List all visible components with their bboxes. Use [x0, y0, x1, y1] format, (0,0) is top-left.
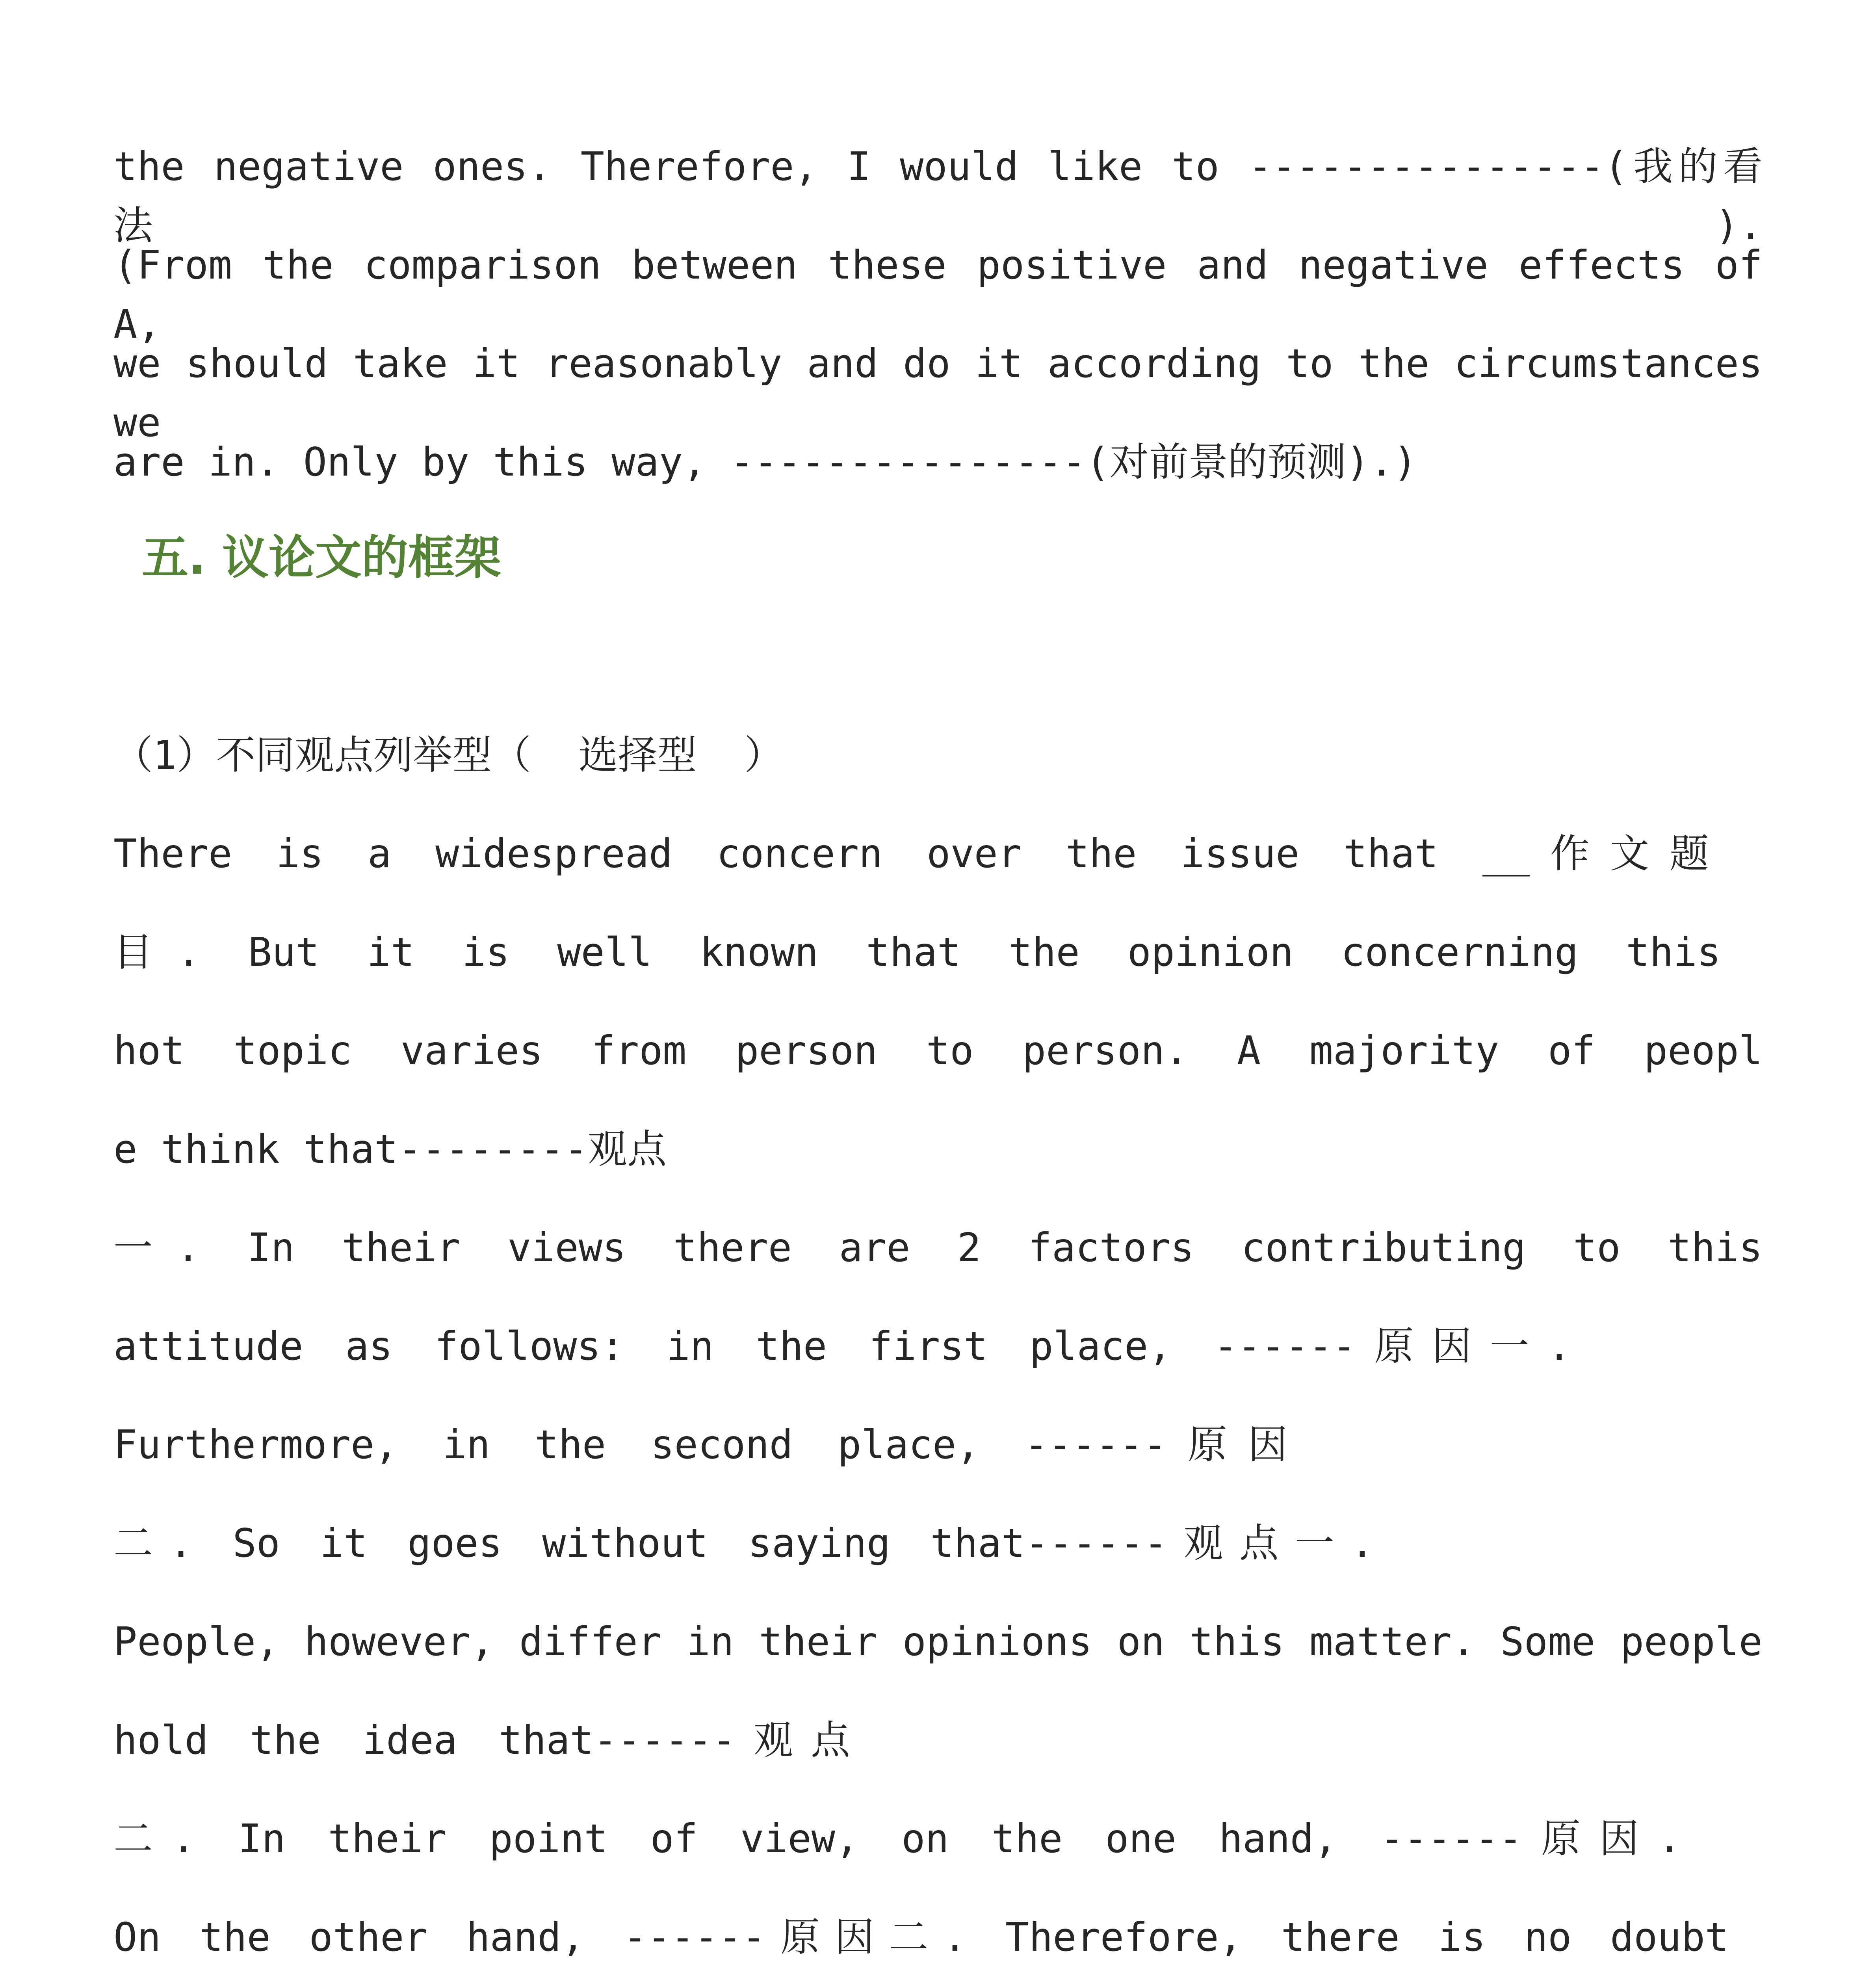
- text-line: hold the idea that------观点: [113, 1717, 850, 1763]
- subsection-title: （1）不同观点列举型（ 选择型 ）: [113, 732, 784, 778]
- text-line: Furthermore, in the second place, ------原因: [113, 1422, 1287, 1468]
- text-line: People, however, differ in their opinions on this matter. Some people: [113, 1619, 1763, 1665]
- text-line: hot topic varies from person to person. A majority of peopl: [113, 1028, 1763, 1074]
- text-line: 目. But it is well known that the opinion concerning this: [113, 929, 1721, 975]
- text-line: attitude as follows: in the first place, ------原因一.: [113, 1323, 1571, 1369]
- text-line: 二. So it goes without saying that------观点一.: [113, 1520, 1374, 1566]
- text-line: 二. In their point of view, on the one hand, ------原因.: [113, 1816, 1681, 1862]
- text-line: (From the comparison between these positive and negative effects of A,: [113, 242, 1763, 347]
- text-line: 一. In their views there are 2 factors contributing to this: [113, 1225, 1763, 1271]
- text-line: the negative ones. Therefore, I would like to ---------------(我的看法).: [113, 143, 1763, 249]
- text-line: There is a widespread concern over the issue that __作文题: [113, 831, 1709, 877]
- section-heading: 五. 议论文的框架: [142, 530, 501, 585]
- text-line: e think that--------观点: [113, 1126, 667, 1172]
- text-line: we should take it reasonably and do it according to the circumstances we: [113, 340, 1763, 446]
- text-line: are in. Only by this way, ---------------(对前景的预测).): [113, 439, 1417, 485]
- text-line: On the other hand, ------原因二. Therefore, there is no doubt: [113, 1914, 1729, 1960]
